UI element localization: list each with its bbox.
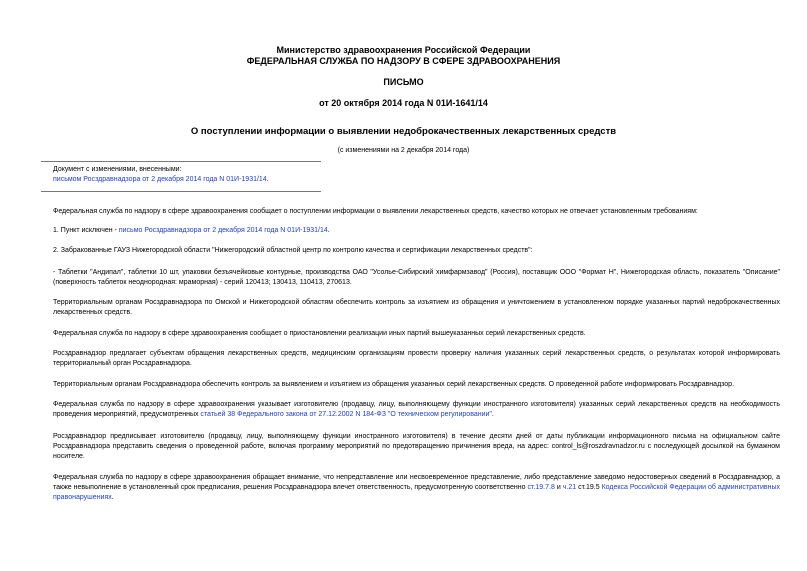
paragraph-item-2: 2. Забракованные ГАУЗ Нижегородской области "Нижегородский областной центр по контролю качества и сертификации лекарственных средств": — [53, 247, 533, 254]
service-title: ФЕДЕРАЛЬНАЯ СЛУЖБА ПО НАДЗОРУ В СФЕРЕ ЗДРАВООХРАНЕНИЯ — [246, 56, 561, 66]
paragraph-manufacturer-measures — [40, 400, 780, 420]
amend-note-label: Документ с изменениями, внесенными: — [53, 166, 182, 173]
amend-note-tail: . — [266, 176, 269, 183]
amend-note-top-divider — [41, 161, 321, 162]
document-subject: О поступлении информации о выявлении недоброкачественных лекарственных средств — [190, 126, 617, 137]
liability-joiner-2: ст.19.5 — [576, 484, 602, 491]
paragraph-suspension: Федеральная служба по надзору в сфере здравоохранения сообщает о приостановлении реализации иных партий вышеуказанных серий лекарственных средств. — [53, 330, 586, 337]
amend-letter-link[interactable]: письмом Росздравнадзора от 2 декабря 2014 года N 01И-1931/14 — [53, 176, 267, 183]
item-1-tail: . — [327, 227, 330, 234]
paragraph-withdrawal-control: Территориальным органам Росздравнадзора обеспечить контроль за выявлением и изъятием из обращения указанных серий лекарственных средств. О проведенной работе информировать Росздравнадзор. — [53, 381, 735, 388]
paragraph-inspection: Росздравнадзор предлагает субъектам обращения лекарственных средств, медицинским организациям провести проверку наличия указанных серий лекарственных средств, о результатах которой информировать территориальный орган Росздравнадзора. — [53, 350, 780, 367]
paragraph-drug-details: - Таблетки "Андипал", таблетки 10 шт, упаковки безъячейковые контурные, производства ОАО "Усолье-Сибирский химфармзавод" (Россия), поставщик ООО "Формат Н", Нижегородская область, показатель "Описание" (поверхность таблеток неоднородная: мраморная) - серий 120413; 130413, 110413, 270613. — [53, 269, 780, 286]
liability-tail: . — [111, 494, 114, 501]
changes-note: (с изменениями на 2 декабря 2014 года) — [337, 147, 470, 154]
paragraph-territorial-control: Территориальным органам Росздравнадзора по Омской и Нижегородской областям обеспечить контроль за изъятием из обращения и уничтожением в установленном порядке указанных партий недоброкачественных лекарственных средств. — [53, 299, 780, 316]
measures-text: Федеральная служба по надзору в сфере здравоохранения указывает изготовителю (продавцу, лицу, выполняющему функции иностранного изготовителя) указанных серий лекарственных средств на необходимость проведения мероприятий, предусмотренных — [53, 401, 780, 418]
amend-note-bottom-divider — [41, 191, 321, 192]
excluding-letter-link[interactable]: письмо Росздравнадзора от 2 декабря 2014 года N 01И-1931/14 — [118, 227, 328, 234]
paragraph-item-1 — [40, 226, 780, 236]
paragraph-liability — [40, 473, 780, 503]
article-19-7-8-link[interactable]: ст.19.7.8 — [527, 484, 555, 491]
liability-joiner-1: и — [554, 484, 563, 491]
amend-note-reference — [53, 175, 269, 184]
document-date-number: от 20 октября 2014 года N 01И-1641/14 — [319, 98, 488, 108]
document-type: ПИСЬМО — [383, 77, 424, 87]
part-21-link[interactable]: ч.21 — [562, 484, 577, 491]
administrative-code-link[interactable]: Кодекса Российской Федерации об административных правонарушениях — [53, 484, 780, 501]
liability-text: Федеральная служба по надзору в сфере здравоохранения обращает внимание, что непредставление или несвоевременное представление, либо представление заведомо недостоверных сведений в Росздравнадзор, а также невыполнение в установленный срок предписания, решения Росздравнадзора влечет ответственность, предусмотренную соответственно — [53, 474, 780, 491]
paragraph-intro: Федеральная служба по надзору в сфере здравоохранения сообщает о поступлении информации о выявлении лекарственных средств, качество которых не отвечает установленным требованиям: — [53, 208, 698, 215]
item-1-text: 1. Пункт исключен - — [53, 227, 119, 234]
paragraph-reporting-order: Росздравнадзор предписывает изготовителю (продавцу, лицу, выполняющему функции иностранного изготовителя) в течение десяти дней от даты публикации информационного письма на официальном сайте Росздравнадзора представить сведения о проведенной работе, включая программу мероприятий по предотвращению причинения вреда, на адрес: control_ls@roszdravnadzor.ru с последующей досылкой на бумажном носителе. — [53, 433, 780, 460]
law-article-38-link[interactable]: статьей 38 Федерального закона от 27.12.2002 N 184-ФЗ "О техническом регулировании" — [200, 411, 492, 418]
measures-tail: . — [491, 411, 494, 418]
ministry-title: Министерство здравоохранения Российской Федерации — [276, 45, 531, 55]
